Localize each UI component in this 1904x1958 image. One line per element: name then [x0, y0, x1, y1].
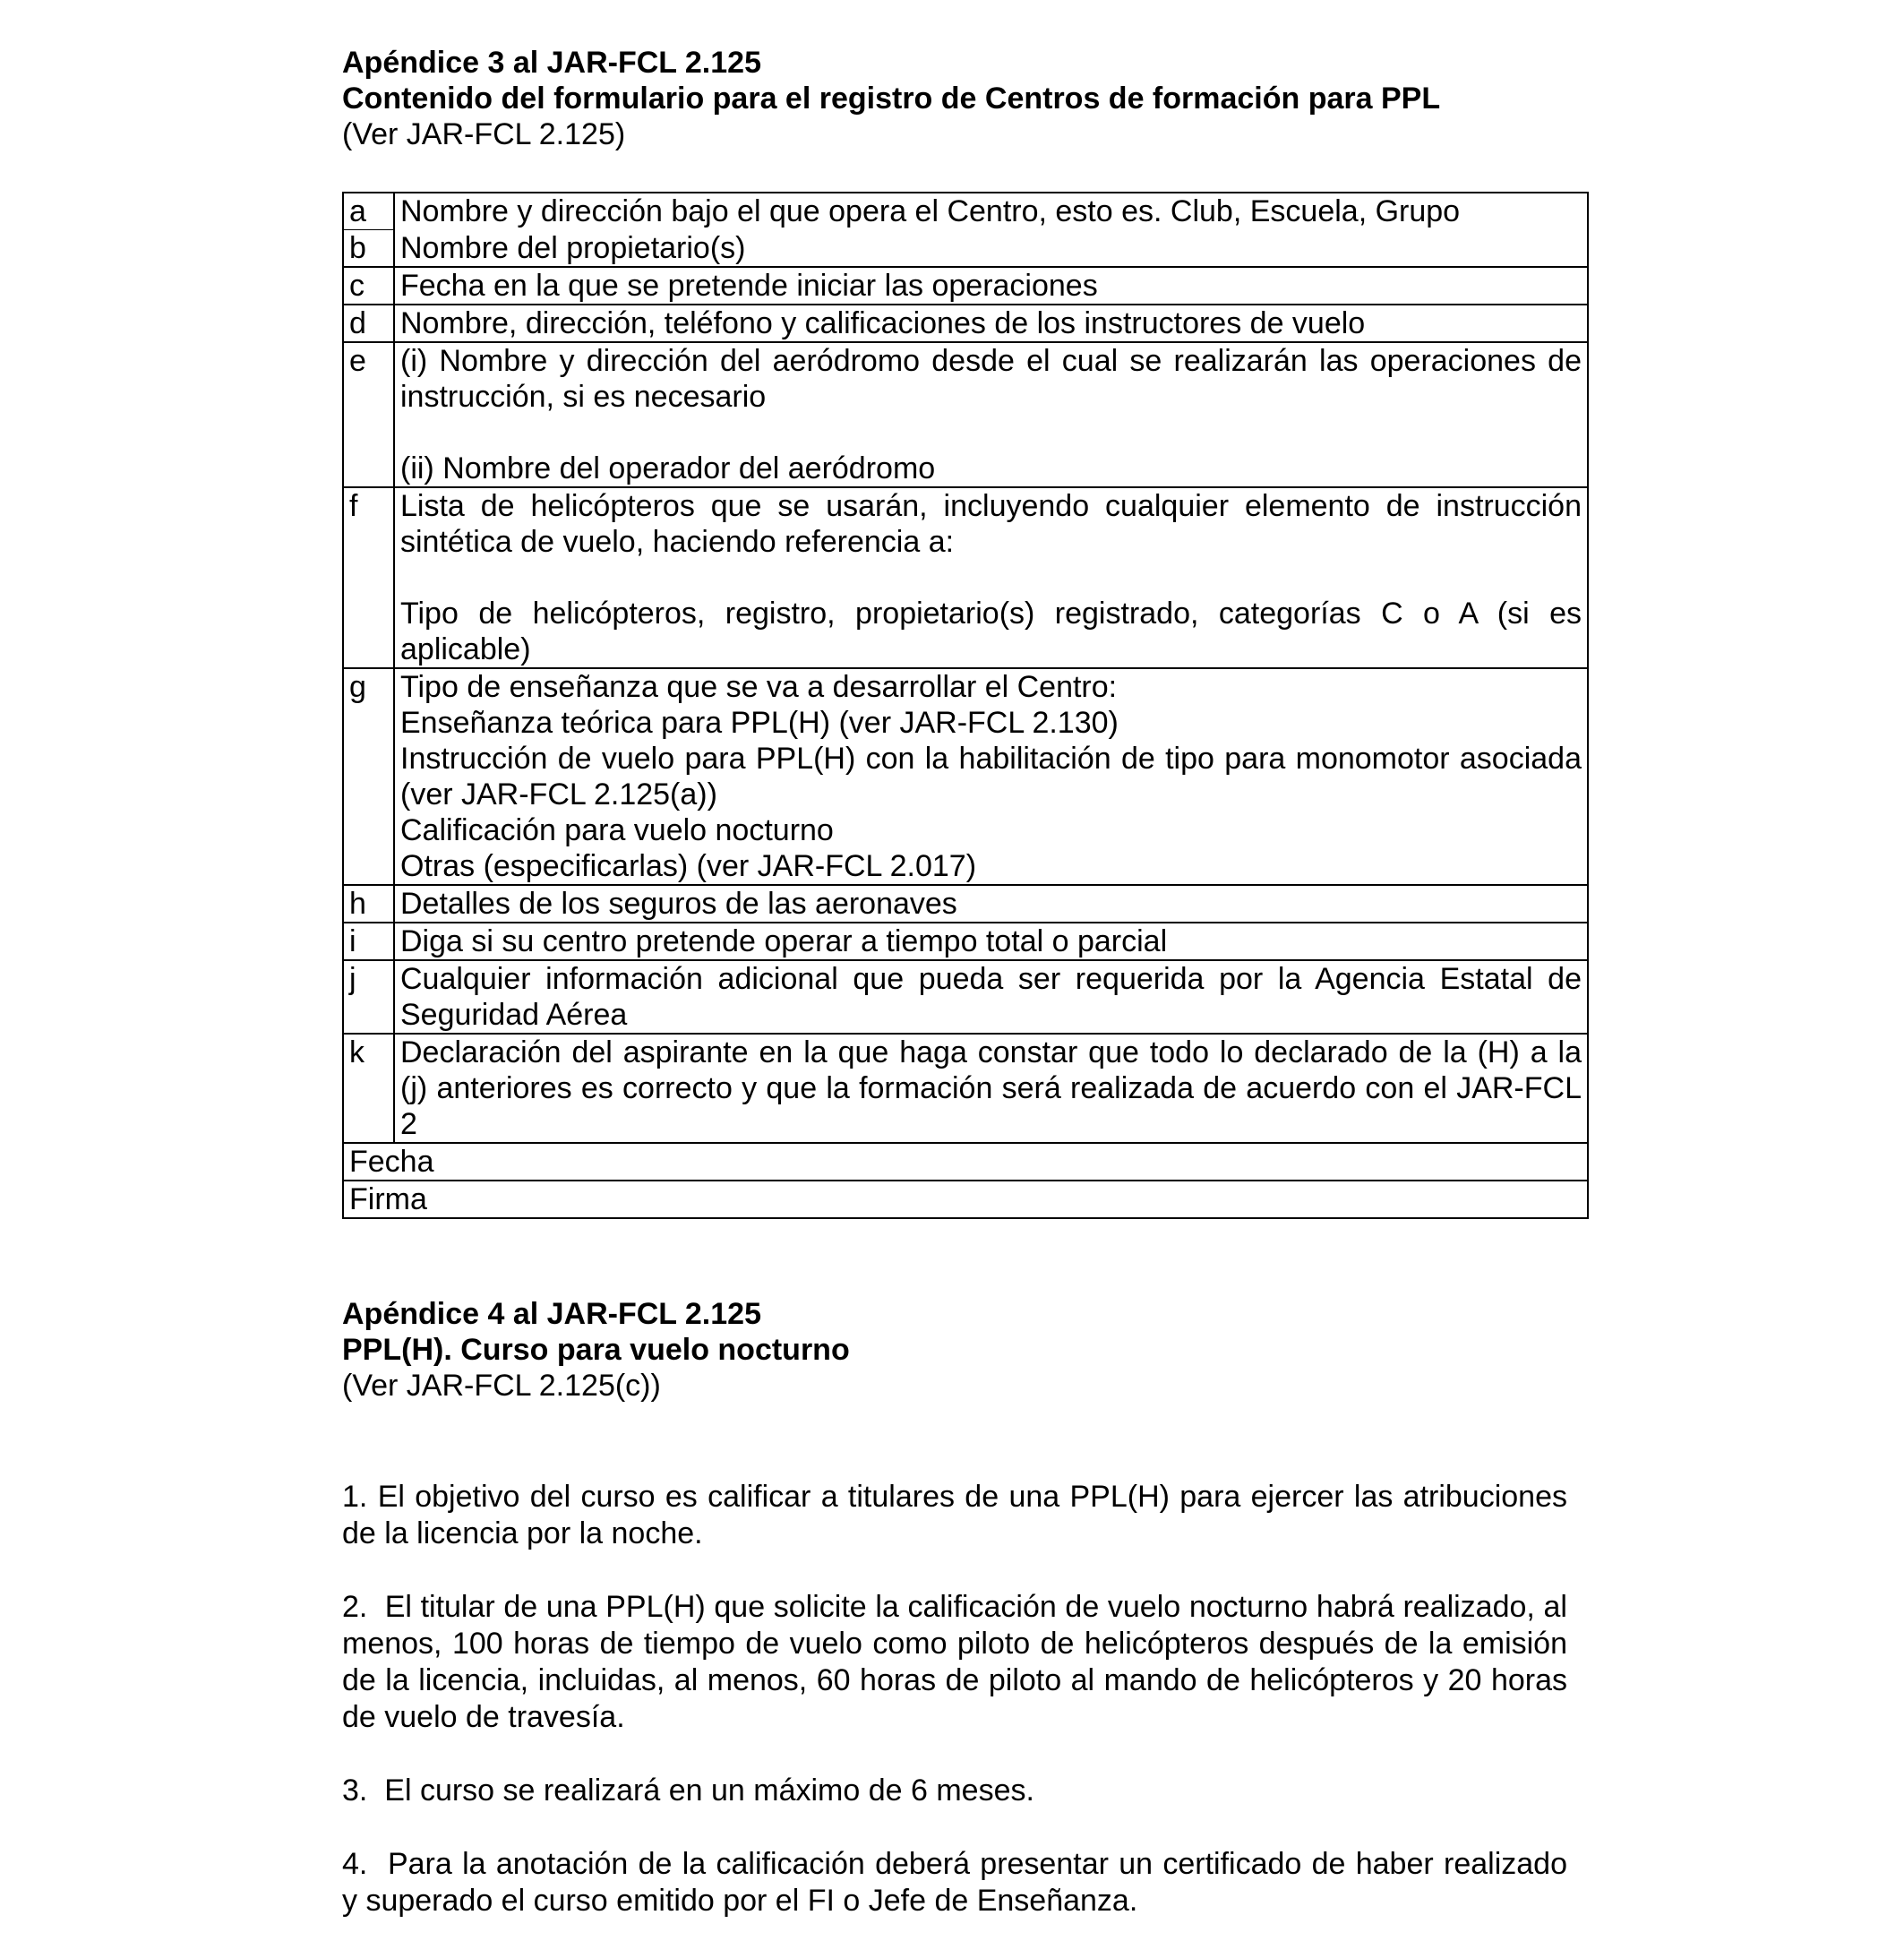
- row-content: [394, 193, 1588, 230]
- row-text: Fecha en la que se pretende iniciar las operaciones: [400, 269, 1098, 303]
- row-letter: c: [343, 267, 394, 305]
- row-text: Lista de helicópteros que se usarán, incluyendo cualquier elemento de instrucción sintética de vuelo, haciendo referencia a:: [400, 489, 1582, 559]
- paragraph-text: Para la anotación de la calificación deberá presentar un certificado de haber realizado y superado el curso emitido por el FI o Jefe de Enseñanza.: [342, 1847, 1567, 1918]
- row-content: [394, 1034, 1588, 1143]
- appendix4-title: Apéndice 4 al JAR-FCL 2.125: [342, 1297, 761, 1331]
- appendix3-reference: (Ver JAR-FCL 2.125): [342, 117, 626, 151]
- row-text: Nombre, dirección, teléfono y calificaciones de los instructores de vuelo: [400, 306, 1366, 340]
- row-letter: e: [343, 342, 394, 487]
- row-text: Instrucción de vuelo para PPL(H) con la habilitación de tipo para monomotor asociada (ver JAR-FCL 2.125(a)): [400, 742, 1582, 812]
- appendix4-subtitle: PPL(H). Curso para vuelo nocturno: [342, 1333, 850, 1367]
- table-row: [343, 885, 1588, 923]
- row-text: (ii) Nombre del operador del aeródromo: [400, 451, 936, 485]
- row-text: Nombre del propietario(s): [400, 230, 746, 265]
- row-content: [394, 885, 1588, 923]
- row-text: (i) Nombre y dirección del aeródromo desde el cual se realizarán las operaciones de instrucción, si es necesario: [400, 344, 1582, 414]
- row-content: [394, 342, 1588, 487]
- row-letter: g: [343, 668, 394, 885]
- row-text: Otras (especificarlas) (ver JAR-FCL 2.017): [400, 849, 977, 883]
- row-text: Tipo de helicópteros, registro, propietario(s) registrado, categorías C o A (si es aplicable): [400, 597, 1582, 666]
- row-letter: a: [343, 193, 394, 230]
- paragraph-text: El objetivo del curso es calificar a titulares de una PPL(H) para ejercer las atribuciones de la licencia por la noche.: [342, 1480, 1568, 1550]
- table-row-signature: [343, 1181, 1588, 1218]
- table-row: [343, 668, 1588, 885]
- row-content: [394, 487, 1588, 668]
- row-text: Cualquier información adicional que pueda ser requerida por la Agencia Estatal de Seguridad Aérea: [400, 962, 1582, 1032]
- document-page: [342, 45, 1587, 1956]
- row-text: Enseñanza teórica para PPL(H) (ver JAR-FCL 2.130): [400, 706, 1119, 740]
- registration-form-table: [342, 192, 1589, 1219]
- row-letter: d: [343, 305, 394, 342]
- row-letter: k: [343, 1034, 394, 1143]
- paragraph-number: 3.: [342, 1773, 368, 1808]
- date-label: Fecha: [343, 1143, 1588, 1181]
- table-row: [343, 960, 1588, 1034]
- row-letter: b: [343, 230, 394, 268]
- row-text: Nombre y dirección bajo el que opera el Centro, esto es. Club, Escuela, Grupo: [400, 194, 1461, 228]
- row-letter: f: [343, 487, 394, 668]
- row-text: Detalles de los seguros de las aeronaves: [400, 887, 957, 921]
- signature-label: Firma: [343, 1181, 1588, 1218]
- paragraph-3: [342, 1773, 1567, 1809]
- row-content: [394, 668, 1588, 885]
- row-content: [394, 267, 1588, 305]
- table-row: [343, 230, 1588, 268]
- paragraph-text: El curso se realizará en un máximo de 6 meses.: [384, 1773, 1034, 1808]
- paragraph-number: 1.: [342, 1480, 368, 1514]
- appendix4-reference: (Ver JAR-FCL 2.125(c)): [342, 1369, 661, 1403]
- table-row: [343, 267, 1588, 305]
- row-letter: j: [343, 960, 394, 1034]
- table-row: [343, 305, 1588, 342]
- paragraph-2: [342, 1589, 1567, 1736]
- row-text: Tipo de enseñanza que se va a desarrollar el Centro:: [400, 670, 1118, 704]
- row-letter: h: [343, 885, 394, 923]
- appendix3-subtitle: Contenido del formulario para el registro de Centros de formación para PPL: [342, 82, 1441, 116]
- row-text: Declaración del aspirante en la que haga constar que todo lo declarado de la (H) a la (j) anteriores es correcto y que la formación será realizada de acuerdo con el JAR-FCL 2: [400, 1035, 1582, 1141]
- appendix3-title: Apéndice 3 al JAR-FCL 2.125: [342, 46, 761, 80]
- row-content: [394, 305, 1588, 342]
- paragraph-number: 4.: [342, 1847, 368, 1881]
- table-row: [343, 487, 1588, 668]
- table-row: [343, 342, 1588, 487]
- row-text: Calificación para vuelo nocturno: [400, 813, 834, 847]
- row-content: [394, 923, 1588, 960]
- row-content: [394, 960, 1588, 1034]
- paragraph-1: [342, 1479, 1567, 1552]
- row-text: Diga si su centro pretende operar a tiempo total o parcial: [400, 924, 1168, 958]
- table-row: [343, 193, 1588, 230]
- table-row: [343, 1034, 1588, 1143]
- table-row: [343, 923, 1588, 960]
- paragraph-number: 2.: [342, 1590, 368, 1624]
- table-row-date: [343, 1143, 1588, 1181]
- paragraph-4: [342, 1846, 1567, 1919]
- row-content: [394, 230, 1588, 268]
- paragraph-text: El titular de una PPL(H) que solicite la calificación de vuelo nocturno habrá realizado, al menos, 100 horas de tiempo de vuelo como piloto de helicópteros después de la emisión de la licencia, incluidas, al menos, 60 horas de piloto al mando de helicópteros y 20 horas de vuelo de travesía.: [342, 1590, 1567, 1734]
- row-letter: i: [343, 923, 394, 960]
